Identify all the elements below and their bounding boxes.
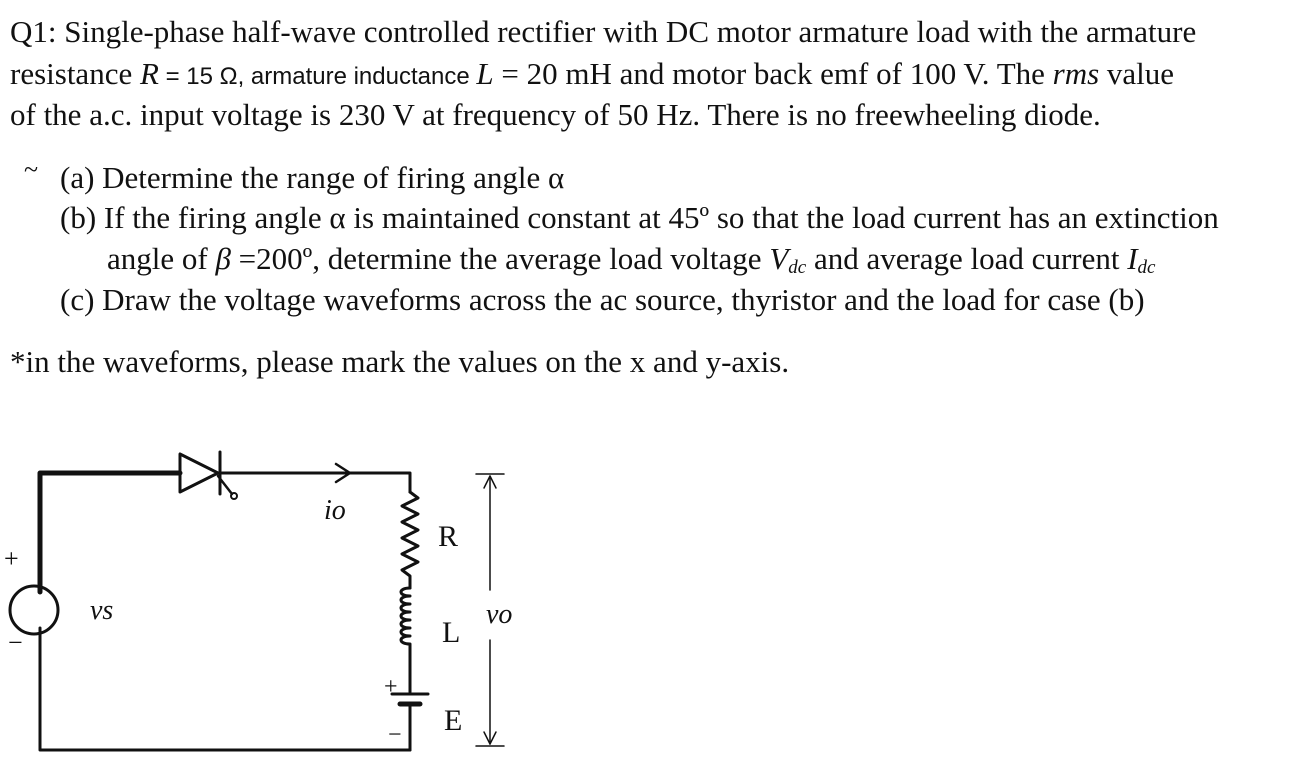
ac-symbol: ~ (24, 155, 39, 184)
source-voltage-label: vs (90, 595, 114, 626)
gate-terminal (231, 493, 237, 499)
text-span: angle of (107, 241, 216, 276)
battery-minus-sign: − (388, 722, 402, 748)
text-span: value (1099, 56, 1175, 91)
text-span: =200º, determine the average load voltage (230, 241, 770, 276)
part-a: (a) Determine the range of firing angle α (60, 160, 565, 195)
idc-subscript: dc (1137, 257, 1156, 278)
question-line-2 (10, 56, 1174, 95)
resistor-label: R (438, 520, 459, 553)
output-voltage-label: vo (486, 599, 513, 630)
battery-plus-sign: + (384, 674, 398, 700)
source-minus-sign: − (8, 628, 23, 657)
part-c: (c) Draw the voltage waveforms across the ac source, thyristor and the load for case (b) (60, 282, 1145, 317)
thyristor-triangle (180, 454, 218, 492)
beta-symbol: β (215, 241, 231, 276)
inductor-symbol (401, 588, 410, 692)
resistance-value-text: = 15 Ω, armature inductance (158, 63, 477, 90)
text-span: and average load current (806, 241, 1128, 276)
inductor-label: L (442, 616, 461, 649)
vdc-symbol: V (769, 241, 789, 276)
emf-label: E (444, 704, 463, 737)
rms-text: rms (1052, 56, 1100, 91)
rectifier-circuit-diagram (0, 440, 560, 760)
bottom-wire (40, 628, 410, 750)
inductance-symbol: L (476, 56, 494, 91)
resistance-symbol: R (139, 56, 159, 91)
part-b-line-2 (107, 241, 1155, 282)
question-line-1: Q1: Single-phase half-wave controlled rectifier with DC motor armature load with the armature (10, 14, 1197, 49)
text-span: resistance (10, 56, 140, 91)
vdc-subscript: dc (788, 257, 807, 278)
top-wire (40, 473, 180, 592)
waveform-note: *in the waveforms, please mark the values on the x and y-axis. (10, 344, 790, 379)
current-label: io (324, 495, 346, 526)
resistor-symbol (402, 492, 418, 588)
ac-source-circle (10, 586, 58, 634)
idc-symbol: I (1127, 241, 1138, 276)
part-b-line-1: (b) If the firing angle α is maintained constant at 45º so that the load current has an extinction (60, 200, 1219, 235)
source-plus-sign: + (4, 544, 19, 573)
text-span: = 20 mH and motor back emf of 100 V. The (493, 56, 1053, 91)
question-line-3: of the a.c. input voltage is 230 V at frequency of 50 Hz. There is no freewheeling diode. (10, 97, 1101, 132)
top-wire-right (222, 473, 410, 492)
